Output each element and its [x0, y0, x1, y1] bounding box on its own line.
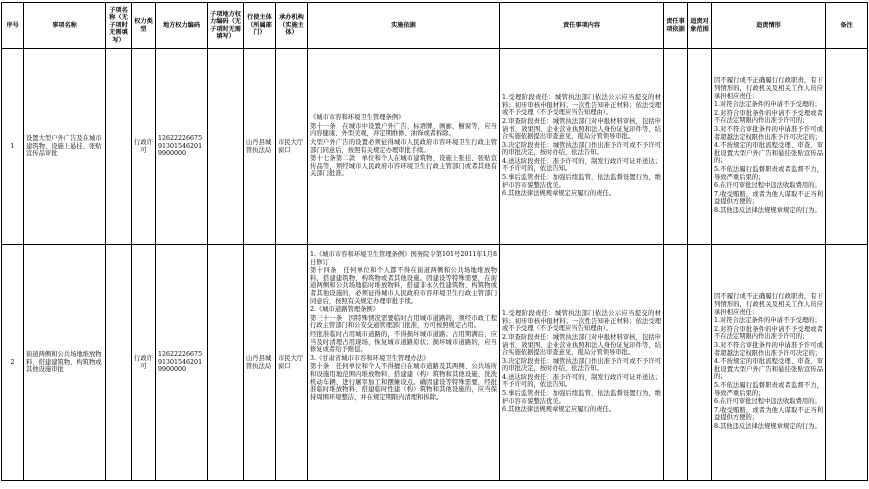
- row-power-code: 12622226675913015462019900000: [156, 49, 208, 245]
- row-item-name: 设置大型户外广告及在城市建筑物、设施上悬挂、张贴宣传品审批: [24, 49, 106, 245]
- row-duty-basis: [664, 49, 688, 245]
- accountability-item: 3.对不符合审批条件的申请准予许可或者超越法定权限作出准予许可决定的；: [714, 342, 823, 357]
- row-executing-body: 山丹县城管执法局: [244, 245, 276, 481]
- row-duty-basis: [664, 245, 688, 481]
- accountability-item: 因不履行或不正确履行行政职责，有下列情形的，行政机关及相关工作人员应承担相应责任：: [714, 293, 823, 316]
- row-power-code: 12622226675913015462019900000: [156, 245, 208, 481]
- row-sub-item-name: [106, 49, 132, 245]
- table-row: [2, 49, 868, 245]
- row-sub-item-name: [106, 245, 132, 481]
- accountability-item: 5.不依法履行监督职责或者监督不力，导致严重后果的；: [714, 165, 823, 181]
- duty-item: 2.审查阶段责任：城管执法部门对申报材料审核，包括申请书、效果图、企业营业执照和法人身份证复印件等，结合实施依据提出审查意见，报局分管领导审批。: [502, 333, 661, 357]
- header-executing-body: 行使主体（所属部门）: [244, 3, 276, 49]
- duty-item: 5.事后监管责任：加强后续监管，依法监督设置行为，维护市容市貌整洁优美。: [502, 174, 661, 189]
- accountability-item: 4.不按规定的审批流程受理、审查、审批设置大型户外广告和悬挂张贴宣传品的；: [714, 358, 823, 381]
- basis-paragraph: 第十四条 任何单位和个人都不得在街道两侧和公共场地堆放物料，搭建建筑物、构筑物或者其他设施。因建设等特殊需要，在街道两侧和公共场地临时堆放物料，搭建非永久性建筑物、构筑物或者其他设施的，必须征得城市人民政府市容环境卫生行政主管部门同意后，按照有关规定办理审批手续。: [310, 267, 497, 305]
- row-power-type: 行政许可: [132, 49, 156, 245]
- header-duty-basis: 责任事项依据: [664, 3, 688, 49]
- accountability-item: 4.不按规定的审批流程受理、审查、审批设置大型户外广告和悬挂张贴宣传品的；: [714, 142, 823, 165]
- row-index: 1: [2, 49, 24, 245]
- row-remark: [826, 245, 868, 481]
- table-row: [2, 245, 868, 481]
- basis-paragraph: 经批准临时占用城市道路的，不得损坏城市道路；占用期满后，应当及时清理占用现场，恢复城市道路原状；损坏城市道路的，应当修复或者给予赔偿。: [310, 330, 497, 354]
- accountability-item: 7.收受贿赂，或者为他人谋取不正当利益提供方便的；: [714, 190, 823, 206]
- basis-paragraph: 大型户外广告的设置必须征得城市人民政府市容环境卫生行政主管部门同意后，按照有关规定办理审批手续。: [310, 138, 497, 154]
- duty-item: 1.受理阶段责任：城管执法部门依法公示应当提交的材料；初步审核申报材料；一次性告知补正材料；依法受理或不予受理（不予受理应当告知理由）。: [502, 310, 661, 333]
- duty-item: 3.决定阶段责任：城管执法部门作出准予许可或不予许可的审批决定，按时办结，依法告知。: [502, 141, 661, 157]
- accountability-item: 2.对符合审批条件的申请不予受理或者不在法定期限内作出准予许可的；: [714, 325, 823, 341]
- header-handling-agency: 承办机构（实施主体）: [276, 3, 308, 49]
- duty-item: 3.决定阶段责任：城管执法部门作出准予许可或不予许可的审批决定，按时办结，依法告知。: [502, 357, 661, 373]
- header-index: 序号: [2, 3, 24, 49]
- row-executing-body: 山丹县城管执法局: [244, 49, 276, 245]
- header-accountability-scope: 追责对象范围: [688, 3, 712, 49]
- duty-item: 5.事后监管责任：加强后续监管，依法监督设置行为，维护市容市貌整洁优美。: [502, 390, 661, 405]
- header-power-code: 地方权力编码: [156, 3, 208, 49]
- header-sub-power-code: 子项地方权力编码（无子项时无需填写）: [208, 3, 244, 49]
- header-duty-content: 责任事项内容: [500, 3, 664, 49]
- header-remark: 备注: [826, 3, 868, 49]
- row-handling-agency: 市民大厅窗口: [276, 49, 308, 245]
- basis-paragraph: 3.《甘肃省城市市容和环境卫生管理办法》: [310, 354, 430, 362]
- duty-item: 2.审查阶段责任：城管执法部门对申报材料审核，包括申请书、效果图、企业营业执照和法人身份证复印件等，结合实施依据提出审查意见，报局分管领导审批。: [502, 117, 661, 141]
- header-item-name: 事项名称: [24, 3, 106, 49]
- accountability-item: 因不履行或不正确履行行政职责，有下列情形的，行政机关及相关工作人员应承担相应责任：: [714, 77, 823, 100]
- row-sub-power-code: [208, 245, 244, 481]
- duty-item: 4.送达阶段责任：准予许可的，制发行政许可证并送达；不予许可的，依法告知。: [502, 157, 661, 173]
- header-sub-item-name: 子项名称（无子项时无需填写）: [106, 3, 132, 49]
- row-duty-content: [500, 245, 664, 481]
- row-item-name: 街道两侧和公共场地堆放物料、搭建建筑物、构筑物或其他设施审批: [24, 245, 106, 481]
- row-accountability-scope: [688, 49, 712, 245]
- accountability-item: 1.对符合法定条件的申请不予受理的；: [714, 101, 821, 109]
- responsibility-table: [1, 2, 868, 481]
- row-accountability-cases: [712, 245, 826, 481]
- duty-item: 1.受理阶段责任：城管执法部门依法公示应当提交的材料；初步审核申报材料；一次性告知补正材料；依法受理或不予受理（不予受理应当告知理由）。: [502, 94, 661, 117]
- basis-paragraph: 第三十一条 因特殊情况需要临时占用城市道路的，须经市政工程行政主管部门和公安交通管理部门批准，方可按照规定占用。: [310, 314, 497, 330]
- row-implementation-basis: [308, 49, 500, 245]
- row-implementation-basis: [308, 245, 500, 481]
- accountability-item: 6.在许可审批过程中违法收取费用的；: [714, 398, 821, 406]
- row-sub-power-code: [208, 49, 244, 245]
- basis-paragraph: 《城市市容和环境卫生管理条例》: [310, 114, 405, 122]
- basis-paragraph: 第十条 任何单位和个人不得擅自在城市道路及其两侧、公共场所和设施用地范围内堆放物料、搭建建（构）筑物和其他设施、洗洗机动车辆、进行屠宰加工和摆摊设点。确因建设等特殊需要，经批准临时堆放物料、搭建临时性建（构）筑物和其他设施的，应当保持周围环境整洁，并在规定期限内清理和拆除。: [310, 363, 497, 401]
- duty-item: 6.其他法律法规规章规定应履行的责任。: [502, 190, 616, 198]
- duty-item: 4.送达阶段责任：准予许可的，制发行政许可证并送达；不予许可的，依法告知。: [502, 373, 661, 389]
- accountability-item: 3.对不符合审批条件的申请准予许可或者超越法定权限作出准予许可决定的；: [714, 126, 823, 141]
- accountability-item: 1.对符合法定条件的申请不予受理的；: [714, 317, 821, 325]
- basis-paragraph: 第十七条第二款 单位和个人在城市建筑物、设施上张挂、张贴宣传品等，须经城市人民政府市容环境卫生行政主管部门或者其他有关部门批准。: [310, 155, 497, 178]
- basis-paragraph: 2.《城市道路管理条例》: [310, 306, 379, 314]
- row-accountability-cases: [712, 49, 826, 245]
- row-handling-agency: 市民大厅窗口: [276, 245, 308, 481]
- row-index: 2: [2, 245, 24, 481]
- accountability-item: 2.对符合审批条件的申请不予受理或者不在法定期限内作出准予许可的；: [714, 109, 823, 125]
- header-row: [2, 3, 868, 49]
- duty-item: 6.其他法律法规规章规定应履行的责任。: [502, 406, 616, 414]
- header-accountability-cases: 追责情形: [712, 3, 826, 49]
- row-power-type: 行政许可: [132, 245, 156, 481]
- header-power-type: 权力类型: [132, 3, 156, 49]
- accountability-item: 7.收受贿赂，或者为他人谋取不正当利益提供方便的；: [714, 406, 823, 422]
- accountability-item: 8.其他违反法律法规规章规定的行为。: [714, 422, 821, 430]
- basis-paragraph: 1.《城市市容和环境卫生管理条例》国务院令第101号2011年1月8日修订: [310, 251, 497, 266]
- header-implementation-basis: 实施依据: [308, 3, 500, 49]
- row-remark: [826, 49, 868, 245]
- row-accountability-scope: [688, 245, 712, 481]
- accountability-item: 6.在许可审批过程中违法收取费用的；: [714, 182, 821, 190]
- row-duty-content: [500, 49, 664, 245]
- accountability-item: 5.不依法履行监督职责或者监督不力，导致严重后果的；: [714, 381, 823, 397]
- basis-paragraph: 第十一条 在城市中设置户外广告、标语牌、画廊、橱窗等，应当内容健康、外型美观，并定期维修、油饰或者拆除。: [310, 122, 497, 138]
- accountability-item: 8.其他违反法律法规规章规定的行为。: [714, 206, 821, 214]
